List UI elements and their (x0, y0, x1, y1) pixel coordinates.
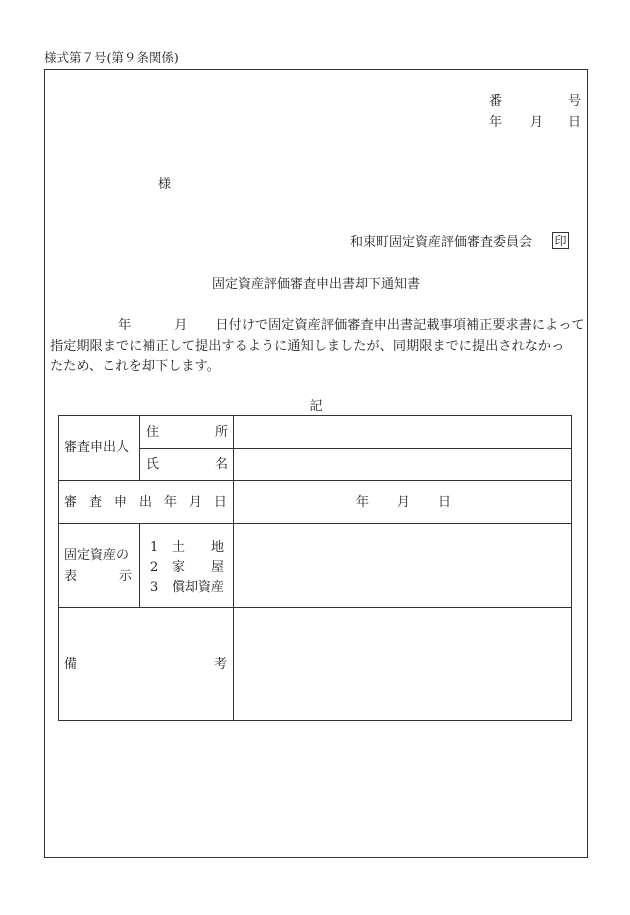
document-date-label: 年 月 日 (489, 115, 581, 130)
body-line-3: たため、これを却下します。 (50, 359, 220, 374)
table-line-address-name (139, 448, 572, 449)
property-label-line2: 表 示 (64, 569, 132, 584)
recipient-suffix: 様 (158, 177, 172, 192)
property-type-no-3: 3 (150, 580, 159, 595)
table-line-applicant (58, 480, 572, 481)
table-line-applicant-inner (139, 415, 140, 481)
ki-heading: 記 (309, 399, 323, 414)
property-type-no-2: 2 (150, 560, 159, 575)
table-line-date (58, 523, 572, 524)
property-type-house: 家 屋 (172, 560, 224, 575)
issuer-name: 和束町固定資産評価審査委員会 (350, 235, 533, 250)
table-line-property-inner (139, 523, 140, 608)
remarks-label: 備 考 (64, 657, 227, 672)
name-field[interactable] (235, 450, 570, 479)
body-line-1: 年 月 日付けで固定資産評価審査申出書記載事項補正要求書によって (118, 318, 585, 333)
table-border-left (58, 415, 59, 721)
table-border-right (571, 415, 572, 721)
application-date-year: 年 (356, 495, 370, 510)
application-date-day: 日 (438, 495, 452, 510)
application-date-month: 月 (397, 495, 411, 510)
details-table (58, 415, 572, 721)
table-line-property (58, 607, 572, 608)
property-label-line1: 固定資産の (64, 548, 130, 563)
applicant-header: 審査申出人 (64, 440, 130, 455)
property-type-depreciable: 償却資産 (172, 580, 225, 595)
seal-stamp: 印 (552, 232, 569, 249)
table-line-value-column (233, 415, 234, 721)
property-field[interactable] (235, 525, 570, 606)
property-type-land: 土 地 (172, 540, 224, 555)
application-date-label: 審 査 申 出 年 月 日 (64, 495, 227, 510)
form-number-label: 様式第７号(第９条関係) (44, 50, 179, 65)
address-field[interactable] (235, 416, 570, 447)
table-border-bottom (58, 720, 572, 721)
document-number-label: 番 号 (489, 94, 581, 109)
remarks-field[interactable] (235, 609, 570, 719)
property-type-no-1: 1 (150, 540, 159, 555)
body-line-2: 指定期限までに補正して提出するように通知しましたが、同期限までに提出されなかっ (50, 339, 565, 354)
document-title: 固定資産評価審査申出書却下通知書 (211, 277, 420, 292)
address-label: 住 所 (146, 425, 228, 440)
name-label: 氏 名 (146, 457, 228, 472)
